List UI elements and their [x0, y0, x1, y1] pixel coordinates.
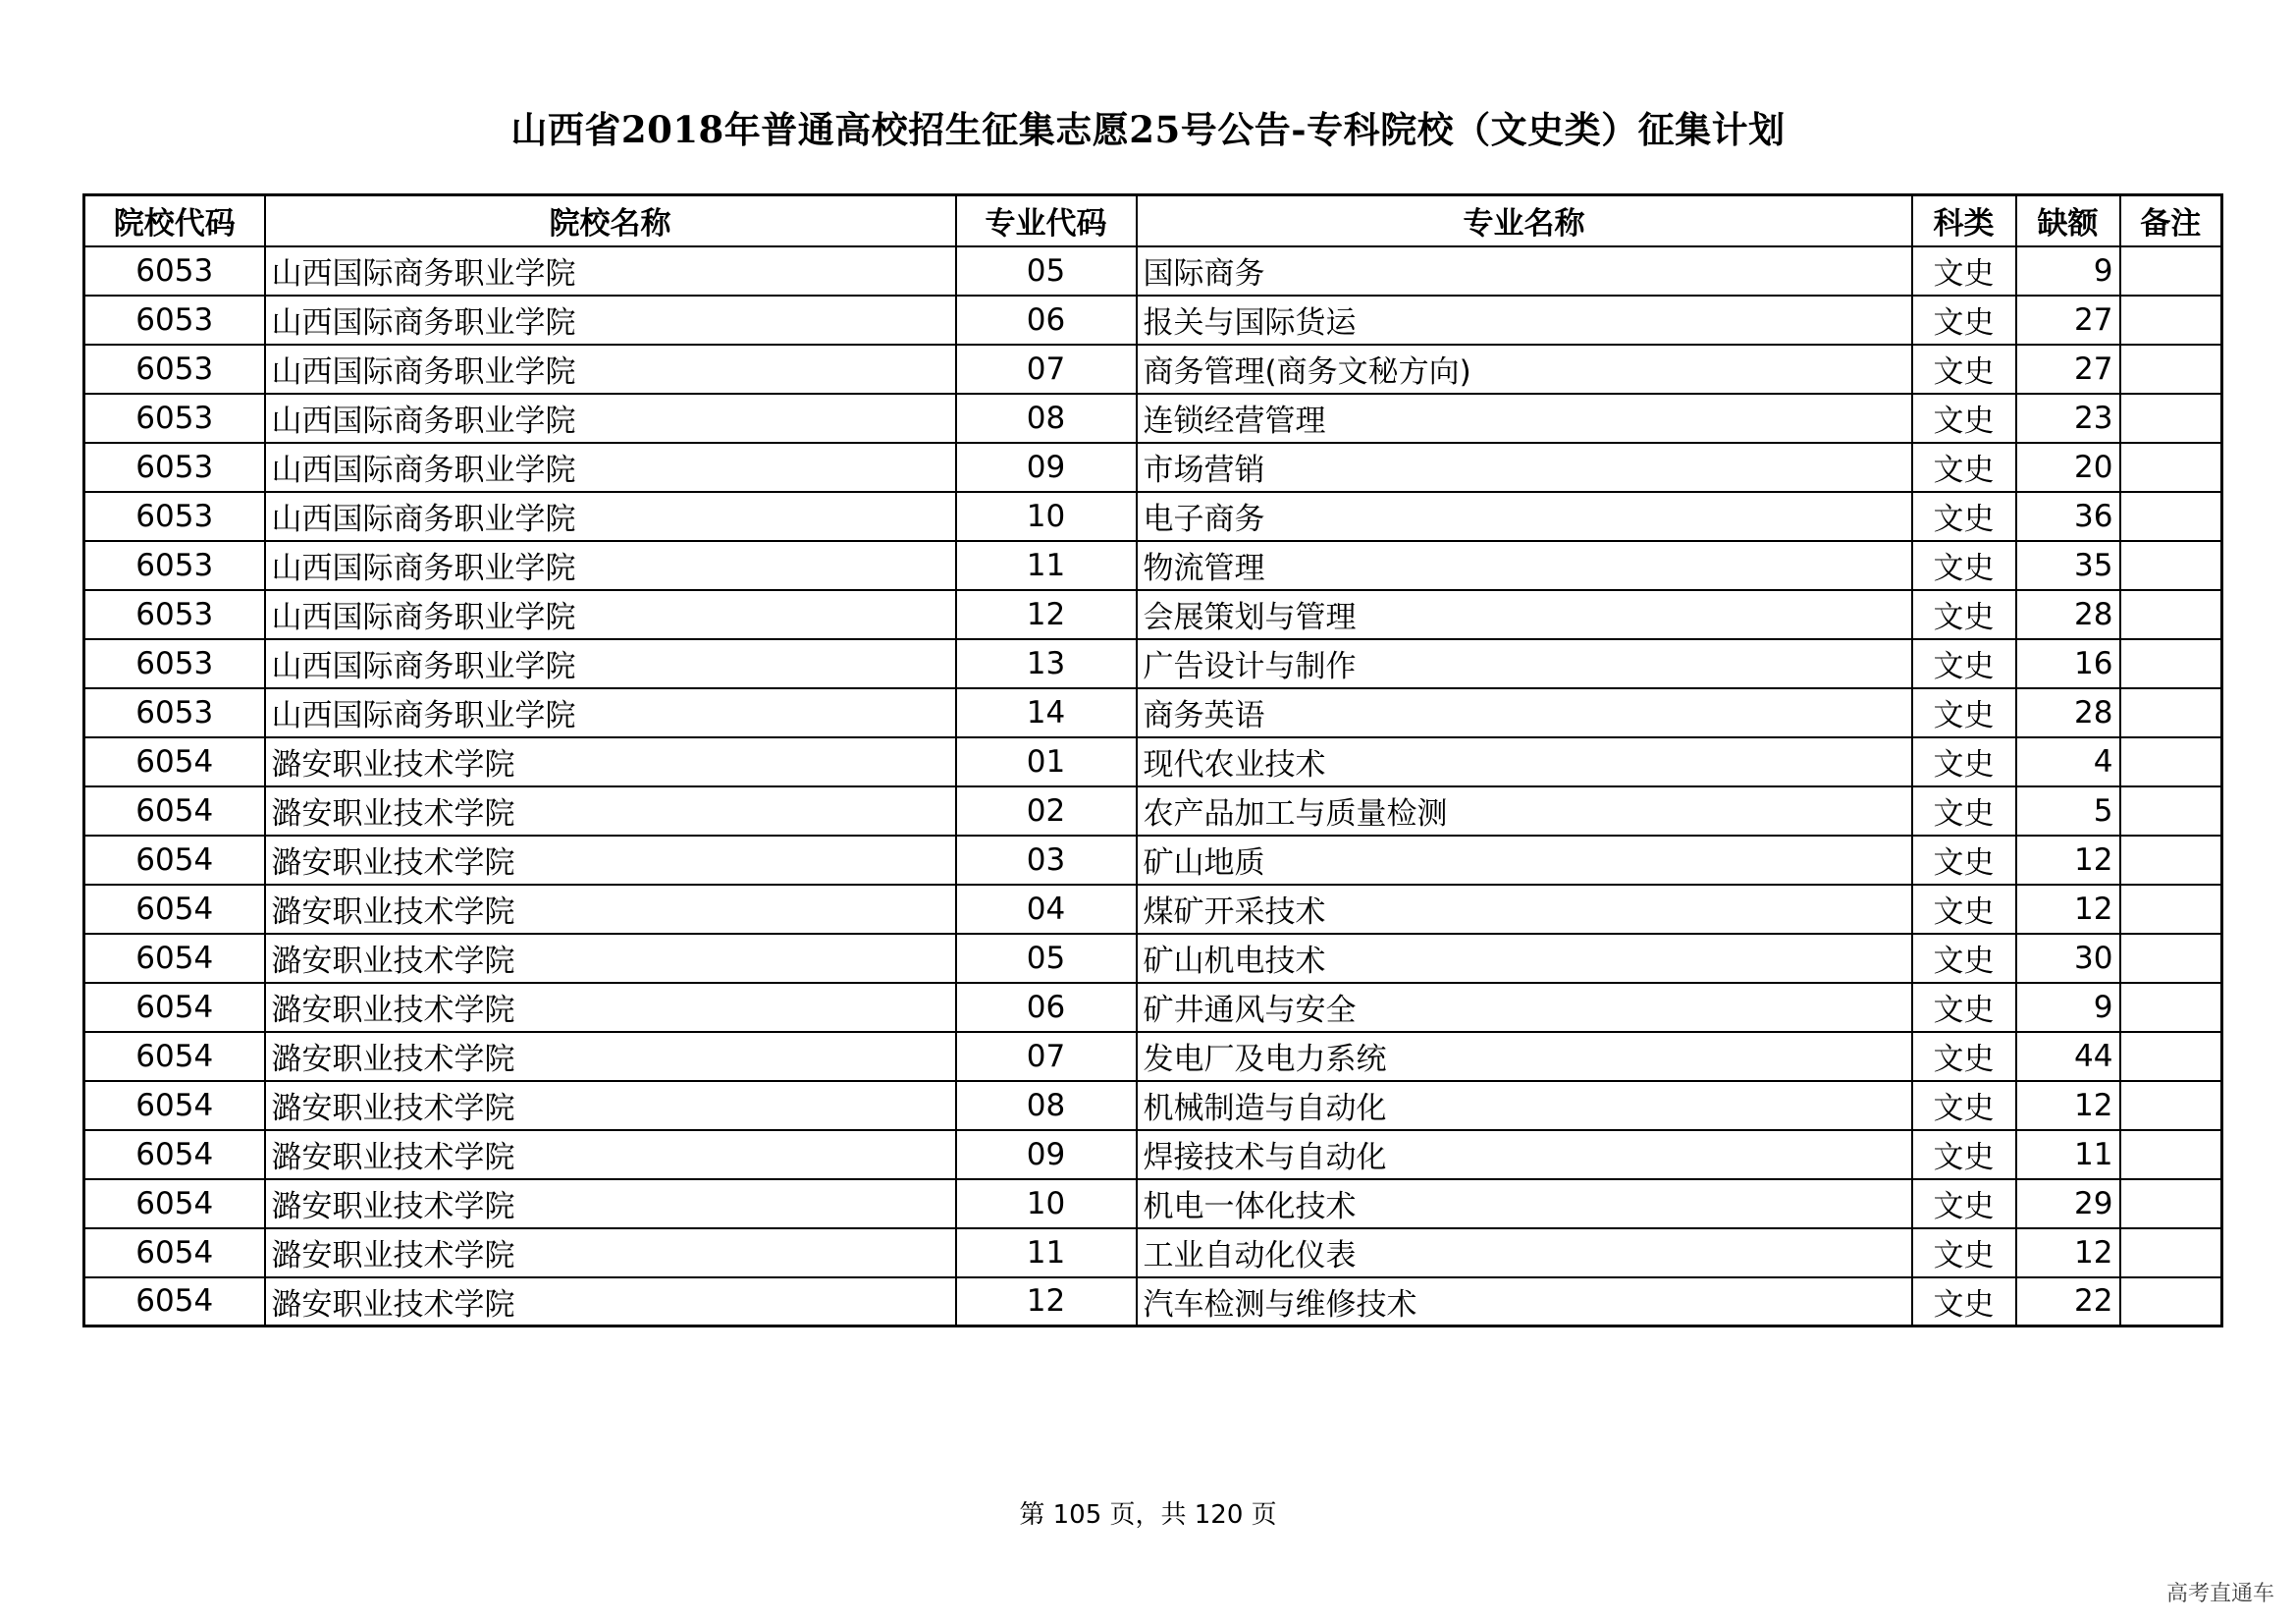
cell-school-code: 6053 — [84, 345, 265, 394]
cell-category: 文史 — [1912, 983, 2016, 1032]
cell-major-code: 01 — [956, 737, 1137, 786]
cell-major-name: 国际商务 — [1137, 246, 1912, 296]
cell-remarks — [2120, 1277, 2222, 1326]
cell-major-code: 14 — [956, 688, 1137, 737]
cell-school-name: 山西国际商务职业学院 — [265, 443, 956, 492]
header-vacancies: 缺额 — [2016, 195, 2120, 246]
cell-major-name: 矿井通风与安全 — [1137, 983, 1912, 1032]
cell-school-name: 潞安职业技术学院 — [265, 934, 956, 983]
table-row — [84, 737, 2222, 786]
cell-category: 文史 — [1912, 492, 2016, 541]
cell-school-name: 山西国际商务职业学院 — [265, 541, 956, 590]
table-row — [84, 983, 2222, 1032]
cell-school-code: 6054 — [84, 1032, 265, 1081]
cell-remarks — [2120, 688, 2222, 737]
cell-remarks — [2120, 737, 2222, 786]
cell-major-code: 09 — [956, 1130, 1137, 1179]
cell-vacancies: 28 — [2016, 688, 2120, 737]
cell-major-name: 商务英语 — [1137, 688, 1912, 737]
cell-school-code: 6053 — [84, 541, 265, 590]
cell-remarks — [2120, 394, 2222, 443]
cell-major-name: 市场营销 — [1137, 443, 1912, 492]
cell-major-code: 02 — [956, 786, 1137, 836]
cell-vacancies: 23 — [2016, 394, 2120, 443]
cell-school-name: 山西国际商务职业学院 — [265, 688, 956, 737]
table-row — [84, 639, 2222, 688]
cell-major-code: 07 — [956, 1032, 1137, 1081]
table-row — [84, 345, 2222, 394]
table-row — [84, 836, 2222, 885]
header-school-code: 院校代码 — [84, 195, 265, 246]
cell-vacancies: 29 — [2016, 1179, 2120, 1228]
cell-major-name: 广告设计与制作 — [1137, 639, 1912, 688]
cell-major-name: 发电厂及电力系统 — [1137, 1032, 1912, 1081]
cell-major-code: 11 — [956, 1228, 1137, 1277]
cell-remarks — [2120, 296, 2222, 345]
table-row — [84, 1277, 2222, 1326]
cell-major-code: 05 — [956, 246, 1137, 296]
cell-school-code: 6054 — [84, 1277, 265, 1326]
cell-vacancies: 5 — [2016, 786, 2120, 836]
cell-vacancies: 9 — [2016, 246, 2120, 296]
cell-category: 文史 — [1912, 590, 2016, 639]
cell-category: 文史 — [1912, 934, 2016, 983]
cell-school-code: 6054 — [84, 983, 265, 1032]
cell-school-name: 山西国际商务职业学院 — [265, 296, 956, 345]
cell-major-name: 矿山机电技术 — [1137, 934, 1912, 983]
cell-category: 文史 — [1912, 836, 2016, 885]
cell-remarks — [2120, 1179, 2222, 1228]
cell-category: 文史 — [1912, 541, 2016, 590]
table-row — [84, 1228, 2222, 1277]
cell-school-name: 潞安职业技术学院 — [265, 1277, 956, 1326]
cell-category: 文史 — [1912, 1179, 2016, 1228]
table-row — [84, 443, 2222, 492]
page-title: 山西省2018年普通高校招生征集志愿25号公告-专科院校（文史类）征集计划 — [510, 108, 1786, 151]
cell-school-code: 6054 — [84, 737, 265, 786]
cell-vacancies: 4 — [2016, 737, 2120, 786]
cell-major-name: 会展策划与管理 — [1137, 590, 1912, 639]
cell-major-code: 04 — [956, 885, 1137, 934]
cell-major-code: 11 — [956, 541, 1137, 590]
cell-major-code: 08 — [956, 394, 1137, 443]
cell-school-code: 6053 — [84, 443, 265, 492]
cell-remarks — [2120, 786, 2222, 836]
header-school-name: 院校名称 — [265, 195, 956, 246]
cell-school-code: 6053 — [84, 246, 265, 296]
cell-school-name: 山西国际商务职业学院 — [265, 590, 956, 639]
cell-category: 文史 — [1912, 1081, 2016, 1130]
cell-vacancies: 9 — [2016, 983, 2120, 1032]
cell-vacancies: 12 — [2016, 1228, 2120, 1277]
cell-school-code: 6053 — [84, 394, 265, 443]
cell-major-code: 05 — [956, 934, 1137, 983]
cell-vacancies: 12 — [2016, 1081, 2120, 1130]
cell-vacancies: 22 — [2016, 1277, 2120, 1326]
cell-vacancies: 27 — [2016, 345, 2120, 394]
cell-school-name: 潞安职业技术学院 — [265, 1130, 956, 1179]
cell-remarks — [2120, 492, 2222, 541]
cell-remarks — [2120, 246, 2222, 296]
cell-school-code: 6054 — [84, 1081, 265, 1130]
cell-remarks — [2120, 541, 2222, 590]
cell-school-name: 潞安职业技术学院 — [265, 737, 956, 786]
cell-school-code: 6053 — [84, 492, 265, 541]
cell-major-code: 06 — [956, 296, 1137, 345]
table-row — [84, 885, 2222, 934]
cell-major-name: 汽车检测与维修技术 — [1137, 1277, 1912, 1326]
cell-major-code: 03 — [956, 836, 1137, 885]
cell-category: 文史 — [1912, 296, 2016, 345]
cell-school-code: 6053 — [84, 590, 265, 639]
cell-school-name: 潞安职业技术学院 — [265, 885, 956, 934]
cell-major-code: 08 — [956, 1081, 1137, 1130]
cell-school-code: 6054 — [84, 836, 265, 885]
cell-vacancies: 36 — [2016, 492, 2120, 541]
cell-remarks — [2120, 1228, 2222, 1277]
table-row — [84, 492, 2222, 541]
table-row — [84, 1130, 2222, 1179]
table-row — [84, 590, 2222, 639]
cell-major-name: 煤矿开采技术 — [1137, 885, 1912, 934]
cell-remarks — [2120, 934, 2222, 983]
enrollment-plan-table — [82, 193, 2223, 1327]
header-major-name: 专业名称 — [1137, 195, 1912, 246]
cell-category: 文史 — [1912, 737, 2016, 786]
cell-school-code: 6054 — [84, 1228, 265, 1277]
table-row — [84, 296, 2222, 345]
cell-school-name: 山西国际商务职业学院 — [265, 639, 956, 688]
cell-vacancies: 12 — [2016, 885, 2120, 934]
cell-category: 文史 — [1912, 1228, 2016, 1277]
cell-category: 文史 — [1912, 345, 2016, 394]
cell-category: 文史 — [1912, 885, 2016, 934]
cell-major-name: 电子商务 — [1137, 492, 1912, 541]
cell-major-code: 06 — [956, 983, 1137, 1032]
cell-major-name: 工业自动化仪表 — [1137, 1228, 1912, 1277]
cell-school-code: 6054 — [84, 885, 265, 934]
cell-category: 文史 — [1912, 786, 2016, 836]
cell-school-name: 潞安职业技术学院 — [265, 786, 956, 836]
cell-major-name: 机电一体化技术 — [1137, 1179, 1912, 1228]
table-row — [84, 394, 2222, 443]
cell-category: 文史 — [1912, 246, 2016, 296]
cell-remarks — [2120, 1081, 2222, 1130]
cell-major-name: 物流管理 — [1137, 541, 1912, 590]
cell-vacancies: 27 — [2016, 296, 2120, 345]
table-row — [84, 541, 2222, 590]
cell-major-name: 现代农业技术 — [1137, 737, 1912, 786]
cell-school-name: 潞安职业技术学院 — [265, 1032, 956, 1081]
cell-remarks — [2120, 983, 2222, 1032]
cell-vacancies: 20 — [2016, 443, 2120, 492]
cell-school-name: 潞安职业技术学院 — [265, 983, 956, 1032]
cell-major-name: 机械制造与自动化 — [1137, 1081, 1912, 1130]
cell-remarks — [2120, 885, 2222, 934]
cell-remarks — [2120, 443, 2222, 492]
cell-major-code: 13 — [956, 639, 1137, 688]
table-row — [84, 246, 2222, 296]
cell-major-code: 12 — [956, 590, 1137, 639]
page-number: 第 105 页，共 120 页 — [1019, 1500, 1277, 1530]
cell-major-code: 07 — [956, 345, 1137, 394]
cell-major-name: 农产品加工与质量检测 — [1137, 786, 1912, 836]
cell-school-code: 6054 — [84, 786, 265, 836]
cell-major-name: 矿山地质 — [1137, 836, 1912, 885]
table-header-row — [84, 195, 2222, 246]
cell-remarks — [2120, 639, 2222, 688]
cell-vacancies: 11 — [2016, 1130, 2120, 1179]
cell-major-name: 报关与国际货运 — [1137, 296, 1912, 345]
cell-school-code: 6053 — [84, 296, 265, 345]
cell-school-name: 山西国际商务职业学院 — [265, 246, 956, 296]
cell-school-name: 山西国际商务职业学院 — [265, 492, 956, 541]
cell-category: 文史 — [1912, 639, 2016, 688]
cell-vacancies: 12 — [2016, 836, 2120, 885]
cell-category: 文史 — [1912, 1130, 2016, 1179]
cell-category: 文史 — [1912, 1277, 2016, 1326]
table-row — [84, 786, 2222, 836]
table-row — [84, 1081, 2222, 1130]
cell-school-code: 6053 — [84, 688, 265, 737]
cell-major-code: 10 — [956, 1179, 1137, 1228]
cell-major-name: 商务管理(商务文秘方向) — [1137, 345, 1912, 394]
cell-school-code: 6054 — [84, 1130, 265, 1179]
cell-vacancies: 30 — [2016, 934, 2120, 983]
cell-remarks — [2120, 590, 2222, 639]
cell-remarks — [2120, 345, 2222, 394]
cell-major-name: 焊接技术与自动化 — [1137, 1130, 1912, 1179]
cell-vacancies: 44 — [2016, 1032, 2120, 1081]
cell-school-code: 6054 — [84, 1179, 265, 1228]
cell-category: 文史 — [1912, 688, 2016, 737]
cell-category: 文史 — [1912, 443, 2016, 492]
cell-school-code: 6053 — [84, 639, 265, 688]
cell-major-code: 10 — [956, 492, 1137, 541]
cell-category: 文史 — [1912, 1032, 2016, 1081]
cell-school-name: 潞安职业技术学院 — [265, 1228, 956, 1277]
cell-school-name: 山西国际商务职业学院 — [265, 345, 956, 394]
cell-remarks — [2120, 1130, 2222, 1179]
cell-vacancies: 35 — [2016, 541, 2120, 590]
cell-vacancies: 28 — [2016, 590, 2120, 639]
watermark-text: 高考直通车 — [2165, 1582, 2274, 1606]
cell-school-name: 山西国际商务职业学院 — [265, 394, 956, 443]
cell-school-name: 潞安职业技术学院 — [265, 836, 956, 885]
cell-school-code: 6054 — [84, 934, 265, 983]
table-body — [84, 246, 2222, 1326]
cell-major-code: 09 — [956, 443, 1137, 492]
cell-category: 文史 — [1912, 394, 2016, 443]
table-row — [84, 688, 2222, 737]
table-row — [84, 1179, 2222, 1228]
cell-major-code: 12 — [956, 1277, 1137, 1326]
header-category: 科类 — [1912, 195, 2016, 246]
cell-vacancies: 16 — [2016, 639, 2120, 688]
header-major-code: 专业代码 — [956, 195, 1137, 246]
cell-remarks — [2120, 836, 2222, 885]
cell-remarks — [2120, 1032, 2222, 1081]
table-row — [84, 934, 2222, 983]
header-remarks: 备注 — [2120, 195, 2222, 246]
cell-school-name: 潞安职业技术学院 — [265, 1179, 956, 1228]
cell-major-name: 连锁经营管理 — [1137, 394, 1912, 443]
cell-school-name: 潞安职业技术学院 — [265, 1081, 956, 1130]
table-row — [84, 1032, 2222, 1081]
